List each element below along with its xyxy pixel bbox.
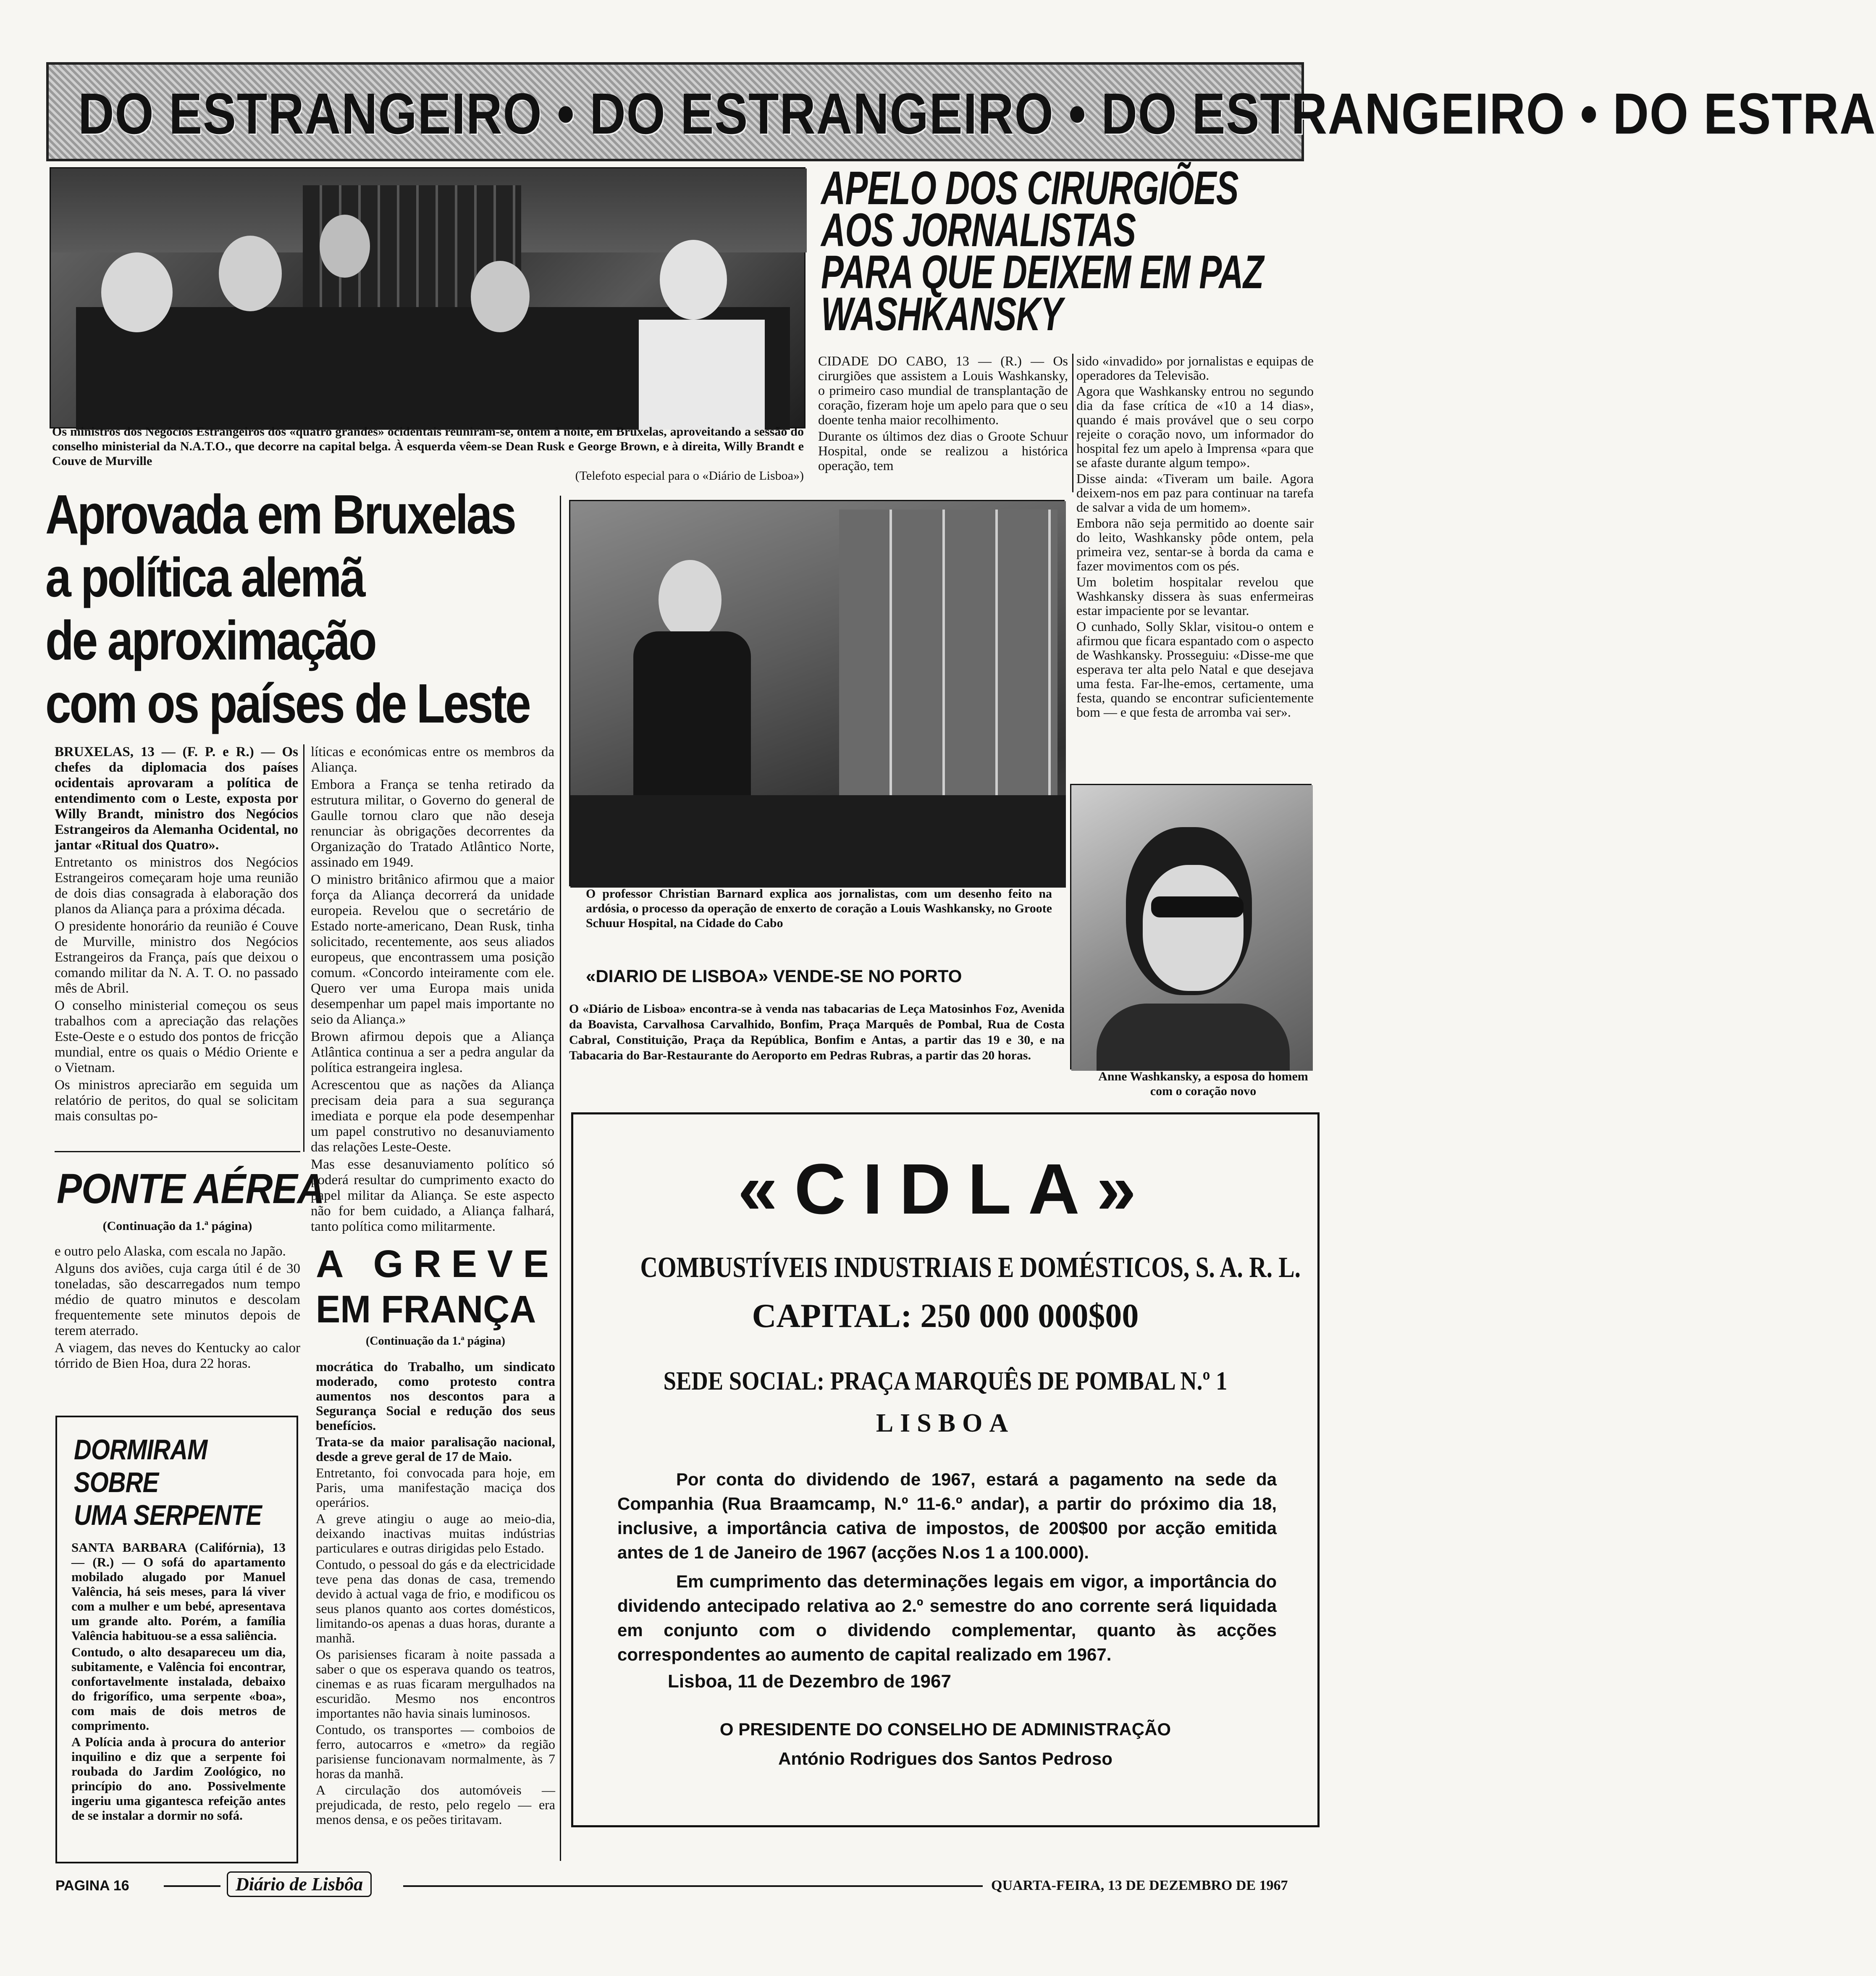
headline-line: AOS JORNALISTAS	[821, 204, 1136, 256]
paragraph: Contudo, o pessoal do gás e da electricidade teve pena das donas de casa, tremendo devido à actual vaga de frio, e modificou os seus planos quanto aos cortes domésticos, limitando-os apenas a duas horas, durante a manhã.	[316, 1557, 555, 1645]
paragraph: Mas esse desanuviamento político só poderá resultar do cumprimento exacto do papel militar da Aliança. Se este aspecto não for bem cuidado, a Aliança falhará, tanto política como militarmente.	[311, 1157, 554, 1234]
ministers-photo	[50, 167, 805, 428]
barnard-photo-caption: O professor Christian Barnard explica aos jornalistas, com um desenho feito na ardósia, o processo da operação de enxerto de coração a Louis Washkansky, no Groote Schuur Hospital, na Cidade do Cabo	[586, 887, 1052, 930]
headline-line: WASHKANSKY	[821, 288, 1063, 340]
paragraph: SANTA BARBARA (Califórnia), 13 — (R.) — O sofá do apartamento mobilado alugado por Manuel Valência, há seis meses, para lá viver com a mulher e um bebé, apresentava um grande alto. Porém, a família Valência habituou-se a essa saliência.	[71, 1540, 286, 1643]
ad-capital: CAPITAL: 250 000 000$00	[752, 1298, 1139, 1335]
ad-paragraph-2: Em cumprimento das determinações legais em vigor, a importância do dividendo antecipado relativa ao 2.º semestre do ano corrente será liquidada em conjunto com o dividendo complementar, quanto às acções correspondentes ao aumento de capital realizado em 1967.	[617, 1571, 1277, 1664]
ad-company: COMBUSTÍVEIS INDUSTRIAIS E DOMÉSTICOS, S. A. R. L.	[640, 1251, 1301, 1284]
paragraph: Trata-se da maior paralisação nacional, desde a greve geral de 17 de Maio.	[316, 1434, 555, 1464]
serpente-article	[71, 1540, 286, 1824]
paragraph: Alguns dos aviões, cuja carga útil é de 30 toneladas, são descarregados num tempo médio de quatro minutos e descolam frequentemente sete minutos depois de terem aterrado.	[55, 1261, 300, 1338]
ad-sede: SEDE SOCIAL: PRAÇA MARQUÊS DE POMBAL N.º 1	[663, 1367, 1228, 1395]
paragraph: A greve atingiu o auge ao meio-dia, deixando inactivas muitas indústrias particulares e outras dirigidas pelo Estado.	[316, 1511, 555, 1556]
section-banner	[46, 62, 1876, 161]
paragraph: sido «invadido» por jornalistas e equipas de operadores da Televisão.	[1076, 353, 1314, 383]
paragraph: Acrescentou que as nações da Aliança precisam deia para a sua segurança imediata e porque ela pode desempenhar um papel construtivo no desanuviamento das relações Leste-Oeste.	[311, 1077, 554, 1155]
paragraph: Embora a França se tenha retirado da estrutura militar, o Governo do general de Gaulle tornou claro que não deseja renunciar às obrigações decorrentes da Organização do Tratado Atlântico Norte, assinado em 1949.	[311, 777, 554, 870]
serpente-headline	[74, 1433, 262, 1532]
photo-credit: (Telefoto especial para o «Diário de Lisboa»)	[575, 469, 804, 483]
headline-line: DORMIRAM	[74, 1434, 207, 1466]
porto-notice-body: O «Diário de Lisboa» encontra-se à venda nas tabacarias de Leça Matosinhos Foz, Avenida da Boavista, Carvalhosa Carvalhido, Bonfim, Praça Marquês de Pombal, Rua de Costa Cabral, Constituição, Praça da República, Bonfim e Antas, a partir das 19 e 30, e na Tabacaria do Bar-Restaurante do Aeroporto em Pedras Rubras, a partir das 20 horas.	[569, 1002, 1065, 1062]
paragraph: Os parisienses ficaram à noite passada a saber o que os esperava quando os teatros, cinemas e as ruas ficaram mergulhados na escuridão. Mesmo nos encontros importantes não havia sinais luminosos.	[316, 1647, 555, 1721]
paragraph: líticas e económicas entre os membros da Aliança.	[311, 744, 554, 775]
greve-article	[316, 1334, 555, 1829]
continuation-note: (Continuação da 1.ª página)	[102, 1219, 252, 1233]
ad-signatory-name: António Rodrigues dos Santos Pedroso	[778, 1749, 1112, 1768]
headline-line: a política alemã	[45, 547, 364, 608]
ponte-aerea-headline: PONTE AÉREA	[57, 1165, 324, 1212]
ministers-photo-caption: Os ministros dos Negócios Estrangeiros dos «quatro grandes» ocidentais reuniram-se, ontem à noite, em Bruxelas, aproveitando a sessão do conselho ministerial da N.A.T.O., que decorre na capital belga. À esquerda vêem-se Dean Rusk e George Brown, e à direita, Willy Brandt e Couve de Murville (Telefoto especial para o «Diário de Lisboa»)	[52, 425, 804, 483]
headline-line: APELO DOS CIRURGIÕES	[821, 162, 1238, 214]
bruxelas-column-2	[311, 744, 554, 1236]
headline-line: SOBRE	[74, 1466, 159, 1498]
headline-line: Aprovada em Bruxelas	[45, 483, 515, 545]
headline-line: UMA SERPENTE	[74, 1499, 262, 1531]
apelo-column-2	[1076, 354, 1314, 721]
paragraph: mocrática do Trabalho, um sindicato moderado, como protesto contra aumentos nos descontos para a Segurança Social e redução dos seus benefícios.	[316, 1359, 555, 1433]
paragraph: A circulação dos automóveis — prejudicada, de resto, pelo regelo — era menos densa, e os peões tiritavam.	[316, 1782, 555, 1827]
issue-date: QUARTA-FEIRA, 13 DE DEZEMBRO DE 1967	[991, 1878, 1288, 1893]
paragraph: A viagem, das neves do Kentucky ao calor tórrido de Bien Hoa, dura 22 horas.	[55, 1340, 300, 1371]
paragraph: e outro pelo Alaska, com escala no Japão.	[55, 1244, 286, 1259]
paragraph: O conselho ministerial começou os seus trabalhos com a apreciação das relações Este-Oeste e o estudo dos pontos de fricção mundial, entre os quais o Médio Oriente e o Vietnam.	[55, 998, 298, 1075]
apelo-column-1	[818, 354, 1068, 475]
headline-line: com os países de Leste	[45, 673, 530, 734]
headline-line: PARA QUE DEIXEM EM PAZ	[821, 246, 1264, 298]
paragraph: Contudo, o alto desapareceu um dia, subitamente, e Valência foi encontrar, confortavelmente instalada, debaixo do frigorífico, uma serpente «boa», com mais de dois metros de comprimento.	[71, 1645, 286, 1733]
serpente-box	[55, 1416, 298, 1863]
anne-photo-caption: Anne Washkansky, a esposa do homem com o coração novo	[1098, 1069, 1308, 1098]
paragraph: Os ministros apreciarão em seguida um relatório de peritos, do qual se solicitam mais consultas po-	[55, 1077, 298, 1124]
paragraph: Entretanto, foi convocada para hoje, em Paris, uma manifestação maciça dos operários.	[316, 1465, 555, 1510]
ad-city: LISBOA	[876, 1409, 1015, 1437]
bruxelas-headline	[45, 483, 530, 735]
bruxelas-column-1	[55, 744, 298, 1126]
paragraph: O ministro britânico afirmou que a maior força da Aliança decorrerá da unidade europeia. Revelou que o secretário de Estado norte-americano, Dean Rusk, tinha solicitado, recentemente, aos seus aliados europeus, que encontrassem uma posição comum. «Concordo inteiramente com ele. Quero ver uma Europa mais unida desempenhar um papel mais importante no seio da Aliança.»	[311, 872, 554, 1027]
paragraph: Entretanto os ministros dos Negócios Estrangeiros começaram hoje uma reunião de dois dias consagrada à elaboração dos planos da Aliança para a próxima década.	[55, 855, 298, 917]
cidla-advertisement	[571, 1112, 1320, 1827]
paragraph: O presidente honorário da reunião é Couve de Murville, ministro dos Negócios Estrangeiros da França, país que deixou o comando militar da N. A. T. O. no passado mês de Abril.	[55, 919, 298, 996]
apelo-headline	[821, 162, 1264, 340]
ad-signatory-role: O PRESIDENTE DO CONSELHO DE ADMINISTRAÇÃO	[719, 1719, 1171, 1739]
greve-headline	[316, 1241, 559, 1332]
paragraph: Disse ainda: «Tiveram um baile. Agora deixem-nos em paz para continuar na tarefa de salvar a vida de um homem».	[1076, 471, 1314, 515]
headline-line: A GREVE	[316, 1243, 559, 1285]
paragraph: Durante os últimos dez dias o Groote Schuur Hospital, onde se realizou a histórica operação, tem	[818, 428, 1068, 473]
headline-line: de aproximação	[45, 610, 375, 671]
paragraph: Embora não seja permitido ao doente sair do leito, Washkansky pôde ontem, pela primeira vez, sentar-se à borda da cama e fazer movimentos com os pés.	[1076, 515, 1314, 573]
porto-notice-headline: «DIARIO DE LISBOA» VENDE-SE NO PORTO	[586, 966, 962, 986]
ad-paragraph-1: Por conta do dividendo de 1967, estará a pagamento na sede da Companhia (Rua Braamcamp, N.º 11-6.º andar), a partir do próximo dia 18, inclusive, a importância cativa de impostos, de 200$00 por acção emitida antes de 1 de Janeiro de 1967 (acções N.os 1 a 100.000).	[617, 1469, 1277, 1562]
ad-brand: «CIDLA»	[737, 1149, 1153, 1229]
paragraph: Contudo, os transportes — comboios de ferro, autocarros e «metro» da região parisiense funcionavam normalmente, às 7 horas da manhã.	[316, 1722, 555, 1781]
masthead-logo: Diário de Lisbôa	[227, 1871, 372, 1897]
paragraph: O cunhado, Solly Sklar, visitou-o ontem e afirmou que ficara espantado com o aspecto de Washkansky. Prosseguiu: «Disse-me que esperava ter alta pelo Natal e que desejava uma festa. Far-lhe-emos, certamente, uma festa, quando se encontrar suficientemente bom — e que festa de arromba vai ser».	[1076, 619, 1314, 720]
banner-text: DO ESTRANGEIRO • DO ESTRANGEIRO • DO ESTRANGEIRO • DO ESTRA	[78, 81, 1876, 146]
continuation-note: (Continuação da 1.ª página)	[365, 1335, 505, 1348]
ponte-aerea-article	[55, 1218, 300, 1373]
paragraph: Um boletim hospitalar revelou que Washkansky dissera às suas enfermeiras estar impaciente por se levantar.	[1076, 574, 1314, 618]
paragraph: CIDADE DO CABO, 13 — (R.) — Os cirurgiões que assistem a Louis Washkansky, o primeiro caso mundial de transplantação de coração, fizeram hoje um apelo para que o seu doente tenha maior recolhimento.	[818, 353, 1068, 427]
barnard-photo	[569, 500, 1065, 886]
ad-date: Lisboa, 11 de Dezembro de 1967	[668, 1671, 951, 1692]
page-number: PAGINA 16	[55, 1878, 129, 1894]
paragraph: Brown afirmou depois que a Aliança Atlântica continua a ser a pedra angular da política estrangeira inglesa.	[311, 1029, 554, 1075]
paragraph: Agora que Washkansky entrou no segundo dia da fase crítica de «10 a 14 dias», quando é mais provável que o seu corpo rejeite o coração novo, um informador do hospital fez um apelo à Imprensa «para que se afaste durante algum tempo».	[1076, 384, 1314, 470]
paragraph: A Polícia anda à procura do anterior inquilino e diz que a serpente foi roubada do Jardim Zoológico, no princípio do ano. Possivelmente ingeriu uma gigantesca refeição antes de se instalar a dormir no sofá.	[71, 1734, 286, 1823]
headline-line: EM FRANÇA	[316, 1288, 536, 1331]
bruxelas-lead: BRUXELAS, 13 — (F. P. e R.) — Os chefes da diplomacia dos países ocidentais aprovaram a política de entendimento com o Leste, exposta por Willy Brandt, ministro dos Negócios Estrangeiros da Alemanha Ocidental, no jantar «Ritual dos Quatro».	[55, 744, 298, 853]
anne-photo	[1070, 784, 1312, 1069]
